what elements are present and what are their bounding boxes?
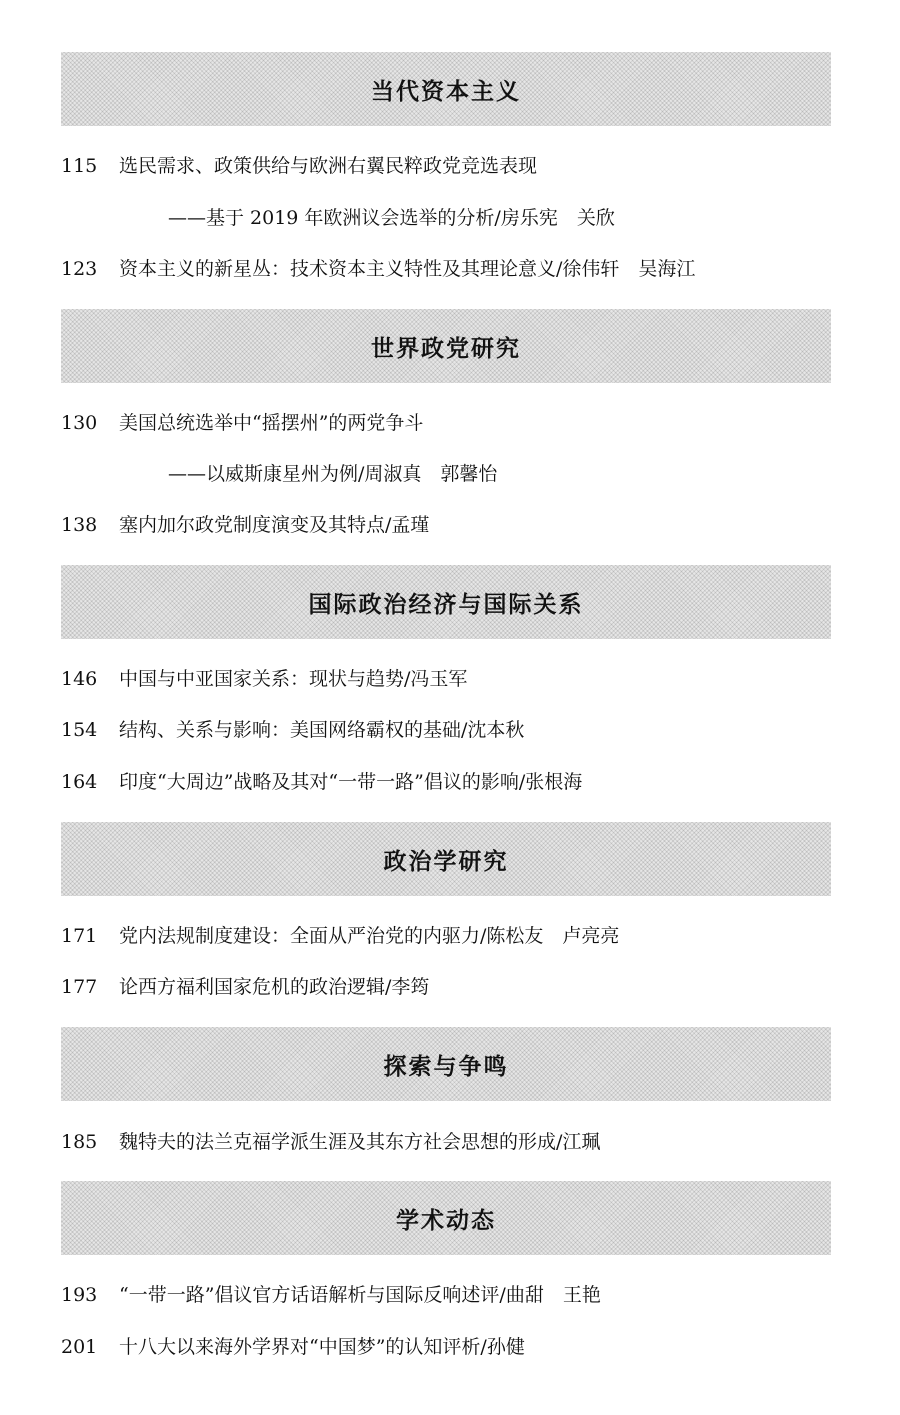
toc-entry[interactable] [61,1130,860,1154]
page-number: 130 [61,412,98,434]
page-number: 201 [61,1336,98,1358]
section-title: 学术动态 [396,1207,496,1234]
section-title: 政治学研究 [383,848,509,875]
toc-entry[interactable] [61,1283,860,1307]
page-number: 164 [61,771,98,793]
toc-entry[interactable] [61,770,860,794]
section-header-world-parties [61,309,831,383]
entry-title: 中国与中亚国家关系：现状与趋势/冯玉军 [119,668,468,690]
toc-entry[interactable] [61,667,860,691]
section-header-political-science [61,822,831,896]
toc-entry[interactable] [61,975,860,999]
entry-subtitle: ——以威斯康星州为例/周淑真 郭馨怡 [168,463,498,485]
entry-title: 选民需求、政策供给与欧洲右翼民粹政党竞选表现 [119,155,538,177]
entry-title: 魏特夫的法兰克福学派生涯及其东方社会思想的形成/江珮 [119,1131,601,1153]
entry-title: “一带一路”倡议官方话语解析与国际反响述评/曲甜 王艳 [119,1284,601,1306]
page-number: 193 [61,1284,98,1306]
section-title: 探索与争鸣 [383,1053,509,1080]
toc-entry[interactable] [61,1335,860,1359]
entry-title: 美国总统选举中“摇摆州”的两党争斗 [119,412,424,434]
page-number: 171 [61,925,98,947]
entry-subtitle: ——基于 2019 年欧洲议会选举的分析/房乐宪 关欣 [168,207,615,229]
toc-entry[interactable] [61,411,860,435]
section-header-international-relations [61,565,831,639]
toc-entry[interactable] [61,924,860,948]
entry-title: 论西方福利国家危机的政治逻辑/李筠 [119,976,430,998]
page-number: 123 [61,258,98,280]
page-number: 138 [61,514,98,536]
entry-title: 印度“大周边”战略及其对“一带一路”倡议的影响/张根海 [119,771,583,793]
section-header-academic-trends [61,1181,831,1255]
entry-title: 结构、关系与影响：美国网络霸权的基础/沈本秋 [119,719,525,741]
section-header-exploration [61,1027,831,1101]
section-title: 当代资本主义 [371,78,521,105]
toc-entry[interactable] [61,513,860,537]
page-number: 146 [61,668,98,690]
entry-title: 资本主义的新星丛：技术资本主义特性及其理论意义/徐伟轩 吴海江 [119,258,696,280]
entry-title: 党内法规制度建设：全面从严治党的内驱力/陈松友 卢亮亮 [119,925,620,947]
toc-entry[interactable] [61,154,860,178]
entry-title: 十八大以来海外学界对“中国梦”的认知评析/孙健 [119,1336,525,1358]
page-number: 154 [61,719,98,741]
section-header-contemporary-capitalism [61,52,831,126]
toc-entry[interactable] [61,718,860,742]
entry-title: 塞内加尔政党制度演变及其特点/孟瑾 [119,514,430,536]
page-number: 177 [61,976,98,998]
section-title: 世界政党研究 [371,335,521,362]
page-number: 115 [61,155,98,177]
page-number: 185 [61,1131,98,1153]
toc-entry[interactable] [61,257,860,281]
section-title: 国际政治经济与国际关系 [308,591,584,618]
